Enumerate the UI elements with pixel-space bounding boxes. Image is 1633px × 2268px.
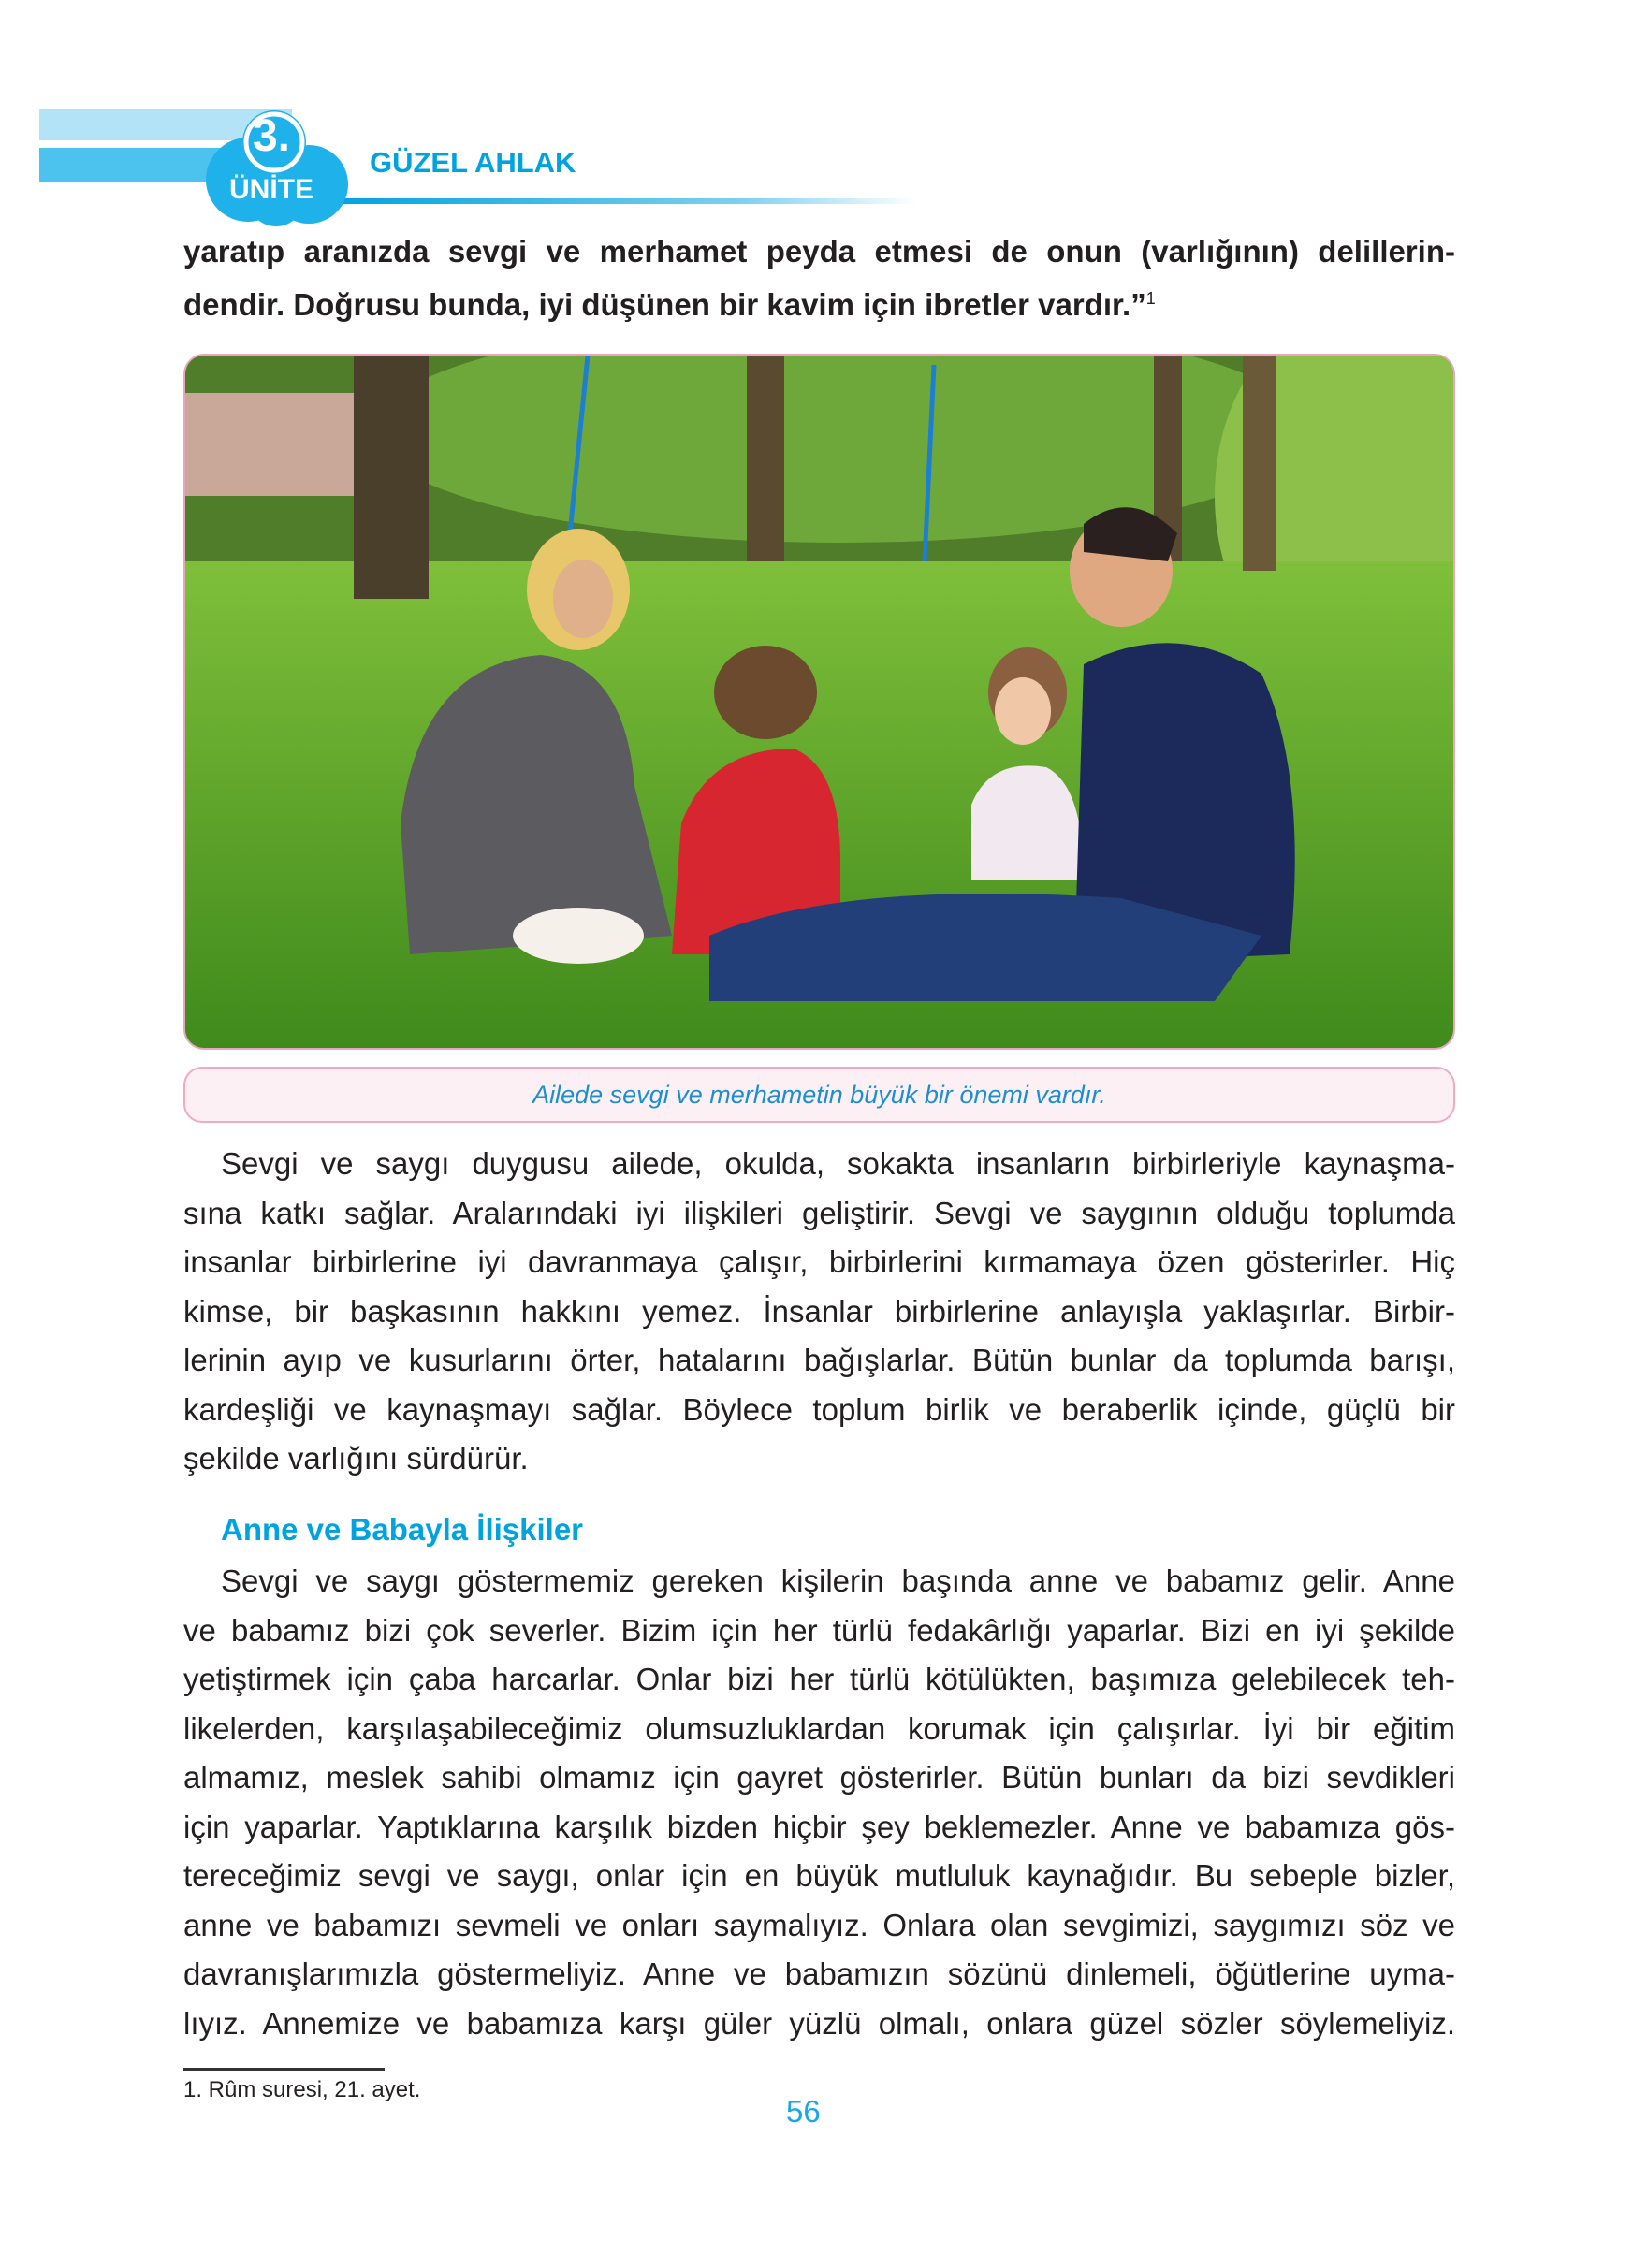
intro-line-text: dendir. Doğrusu bunda, iyi düşünen bir kavim için ibretler vardır.” xyxy=(183,287,1146,322)
paragraph-line: Sevgi ve saygı duygusu ailede, okulda, sokakta insanların birbirleriyle kaynaşma- xyxy=(221,1146,1455,1181)
photo-image xyxy=(185,356,1455,1050)
paragraph-line: anne ve babamızı sevmeli ve onları saymalıyız. Onlara olan sevgimizi, saygımızı söz ve xyxy=(183,1907,1455,1942)
paragraph-line: insanlar birbirlerine iyi davranmaya çalışır, birbirlerini kırmamaya özen gösterirler. Hiç xyxy=(183,1244,1455,1279)
footnote: 1. Rûm suresi, 21. ayet. xyxy=(183,2077,421,2102)
paragraph-line: yetiştirmek için çaba harcarlar. Onlar bizi her türlü kötülükten, başımıza gelebilecek teh- xyxy=(183,1662,1455,1696)
section-heading: Anne ve Babayla İlişkiler xyxy=(221,1512,584,1547)
paragraph-line: sına katkı sağlar. Aralarındaki iyi ilişkileri geliştirir. Sevgi ve saygının olduğu toplumda xyxy=(183,1195,1455,1230)
footnote-divider xyxy=(183,2068,385,2071)
unit-number: 3. xyxy=(252,111,291,161)
paragraph-line: Sevgi ve saygı göstermemiz gereken kişilerin başında anne ve babamız gelir. Anne xyxy=(221,1563,1455,1598)
intro-quote xyxy=(183,228,1455,328)
intro-line: yaratıp aranızda sevgi ve merhamet peyda etmesi de onun (varlığının) delillerin- xyxy=(183,234,1455,269)
paragraph-line: ve babamız bizi çok severler. Bizim için her türlü fedakârlığı yaparlar. Bizi en iyi şekilde xyxy=(183,1612,1455,1648)
footnote-ref: 1 xyxy=(1145,289,1156,308)
paragraph-line: likelerden, karşılaşabileceğimiz olumsuzluklardan korumak için çalışırlar. İyi bir eğitim xyxy=(183,1710,1455,1746)
intro-line xyxy=(183,275,1455,328)
paragraph-line: için yaparlar. Yaptıklarına karşılık bizden hiçbir şey beklemezler. Anne ve babamıza gös- xyxy=(183,1809,1455,1844)
page-number: 56 xyxy=(786,2094,821,2129)
paragraph-2 xyxy=(183,1557,1455,2048)
header-underline xyxy=(337,198,917,204)
paragraph-line: şekilde varlığını sürdürür. xyxy=(183,1441,529,1476)
paragraph-line: almamız, meslek sahibi olmamız için gayret gösterirler. Bütün bunları da bizi sevdikleri xyxy=(183,1760,1455,1795)
paragraph-line: kimse, bir başkasının hakkını yemez. İnsanlar birbirlerine anlayışla yaklaşırlar. Birbir- xyxy=(183,1293,1455,1329)
paragraph-line: lerinin ayıp ve kusurlarını örter, hatalarını bağışlarlar. Bütün bunlar da toplumda barışı, xyxy=(183,1343,1455,1377)
unit-label: ÜNİTE xyxy=(229,174,313,205)
paragraph-line: lıyız. Annemize ve babamıza karşı güler yüzlü olmalı, onlara güzel sözler söylemeliyiz. xyxy=(183,2005,1455,2041)
paragraph-1 xyxy=(183,1140,1455,1484)
photo-caption: Ailede sevgi ve merhametin büyük bir önemi vardır. xyxy=(183,1067,1455,1123)
unit-title: GÜZEL AHLAK xyxy=(370,146,576,179)
family-picnic-photo xyxy=(183,354,1455,1050)
paragraph-line: davranışlarımızla göstermeliyiz. Anne ve babamızın sözünü dinlemeli, öğütlerine uyma- xyxy=(183,1956,1455,1991)
paragraph-line: tereceğimiz sevgi ve saygı, onlar için en büyük mutluluk kaynağıdır. Bu sebeple bizler, xyxy=(183,1858,1455,1893)
paragraph-line: kardeşliği ve kaynaşmayı sağlar. Böylece toplum birlik ve beraberlik içinde, güçlü bir xyxy=(183,1391,1455,1427)
